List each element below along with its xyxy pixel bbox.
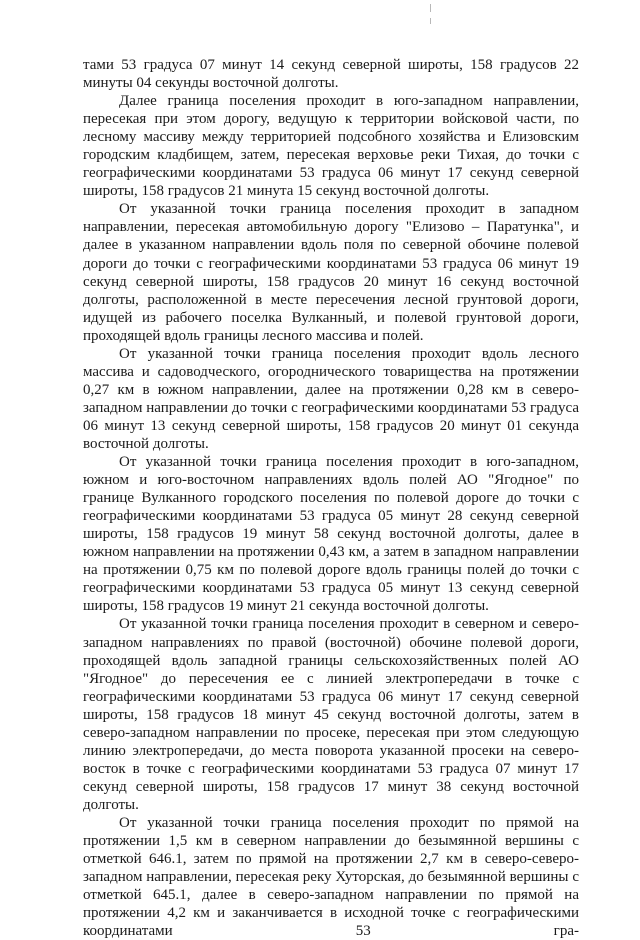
paragraph-continuation: тами 53 градуса 07 минут 14 секунд северной широты, 158 градусов 22 минуты 04 секунды восточной долготы. bbox=[83, 57, 579, 92]
paragraph: От указанной точки граница поселения проходит по прямой на протяжении 1,5 км в северном направлении до безымянной вершины с отметкой 646.1, затем по прямой на протяжении 2,7 км в северо-северо-западном направлении, пересекая реку Хуторская, до безымянной вершины с отметкой 645.1, далее в северо-западном направлении по прямой на протяжении 4,2 км и заканчивается в исходной точке с географическими координатами 53 гра- bbox=[83, 814, 579, 940]
paragraph: От указанной точки граница поселения проходит в юго-западном, южном и юго-восточном направлениях вдоль полей АО "Ягодное" по границе Вулканного городского поселения по полевой дороге до точки с географическими координатами 53 градуса 05 минут 28 секунд северной широты, 158 градусов 19 минут 58 секунд восточной долготы, далее в южном направлении на протяжении 0,43 км, а затем в западном направлении на протяжении 0,75 км по полевой дороге вдоль границы полей до точки с географическими координатами 53 градуса 05 минут 13 секунд северной широты, 158 градусов 19 минут 21 секунда восточной долготы. bbox=[83, 454, 579, 615]
scan-mark bbox=[430, 4, 431, 12]
paragraph: Далее граница поселения проходит в юго-западном направлении, пересекая при этом дорогу, ведущую к территории войсковой части, по лесному массиву между территорией подсобного хозяйства и Елизовским городским кладбищем, затем, пересекая верховье реки Тихая, до точки с географическими координатами 53 градуса 06 минут 17 секунд северной широты, 158 градусов 21 минута 15 секунд восточной долготы. bbox=[83, 93, 579, 200]
document-body bbox=[83, 56, 579, 940]
paragraph: От указанной точки граница поселения проходит вдоль лесного массива и садоводческого, огороднического товарищества на протяжении 0,27 км в южном направлении, далее на протяжении 0,28 км в северо-западном направлении до точки с географическими координатами 53 градуса 06 минут 13 секунд северной широты, 158 градусов 20 минут 01 секунда восточной долготы. bbox=[83, 345, 579, 452]
paragraph: От указанной точки граница поселения проходит в западном направлении, пересекая автомобильную дорогу "Елизово – Паратунка", и далее в указанном направлении вдоль поля по северной обочине полевой дороги до точки с географическими координатами 53 градуса 06 минут 19 секунд северной широты, 158 градусов 20 минут 16 секунд восточной долготы, расположенной в месте пересечения лесной грунтовой дороги, идущей из рабочего поселка Вулканный, и полевой грунтовой дороги, проходящей вдоль границы лесного массива и полей. bbox=[83, 201, 579, 344]
scan-mark bbox=[430, 18, 431, 24]
paragraph: От указанной точки граница поселения проходит в северном и северо-западном направлениях по правой (восточной) обочине полевой дороги, проходящей вдоль западной границы сельскохозяйственных полей АО "Ягодное" до пересечения ее с линией электропередачи в точке с географическими координатами 53 градуса 06 минут 17 секунд северной широты, 158 градусов 18 минут 45 секунд восточной долготы, затем в северо-западном направлении по просеке, пересекая при этом следующую линию электропередачи, до места поворота указанной просеки на северо-восток в точке с географическими координатами 53 градуса 07 минут 17 секунд северной широты, 158 градусов 17 минут 38 секунд восточной долготы. bbox=[83, 616, 579, 813]
